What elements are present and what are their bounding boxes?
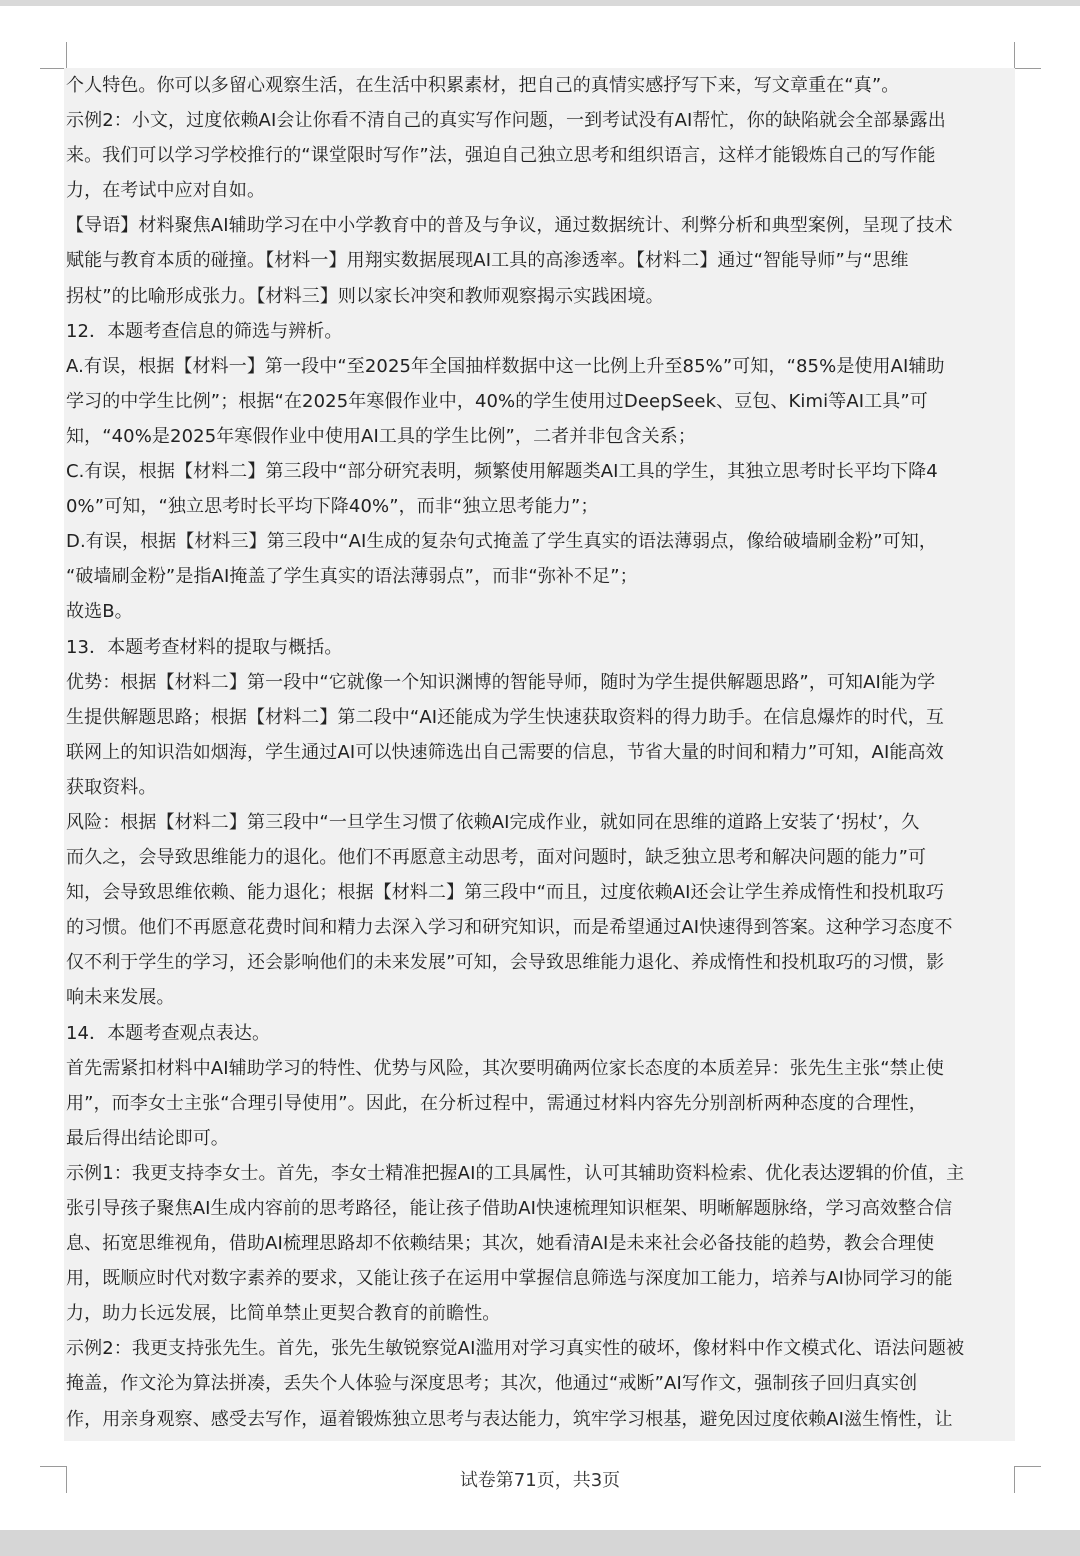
text-line: 13．本题考查材料的提取与概括。 xyxy=(66,636,343,658)
text-line: 风险：根据【材料二】第三段中“一旦学生习惯了依赖AI完成作业，就如同在思维的道路上安装了‘拐杖’，久 xyxy=(66,811,920,833)
text-line: 示例1：我更支持李女士。首先，李女士精准把握AI的工具属性，认可其辅助资料检索、优化表达逻辑的价值，主 xyxy=(66,1162,965,1184)
text-line: 息、拓宽思维视角，借助AI梳理思路却不依赖结果；其次，她看清AI是未来社会必备技能的趋势，教会合理使 xyxy=(66,1233,935,1255)
text-line: “破墙刷金粉”是指AI掩盖了学生真实的语法薄弱点”，而非“弥补不足”； xyxy=(66,566,638,588)
text-line: 示例2：小文，过度依赖AI会让你看不清自己的真实写作问题，一到考试没有AI帮忙，你的缺陷就会全部暴露出 xyxy=(66,110,946,132)
text-line: 示例2：我更支持张先生。首先，张先生敏锐察觉AI滥用对学习真实性的破坏，像材料中作文模式化、语法问题被 xyxy=(66,1338,965,1360)
text-line: 而久之，会导致思维能力的退化。他们不再愿意主动思考，面对问题时，缺乏独立思考和解决问题的能力”可 xyxy=(66,847,927,869)
text-line: 优势：根据【材料二】第一段中“它就像一个知识渊博的智能导师，随时为学生提供解题思路”，可知AI能为学 xyxy=(66,671,936,693)
text-line: 知，会导致思维依赖、能力退化；根据【材料二】第三段中“而且，过度依赖AI还会让学生养成惰性和投机取巧 xyxy=(66,882,944,904)
text-line: 0%”可知，“独立思考时长平均下降40%”，而非“独立思考能力”； xyxy=(66,496,599,518)
viewer-top-bar xyxy=(0,0,1080,6)
viewer-bottom-bar xyxy=(0,1530,1080,1556)
page-content xyxy=(64,68,1015,1441)
text-line: 最后得出结论即可。 xyxy=(66,1127,229,1149)
crop-mark-top-right xyxy=(1014,42,1041,69)
page-footer: 试卷第71页，共3页 xyxy=(459,1470,621,1491)
text-line: 首先需紧扣材料中AI辅助学习的特性、优势与风险，其次要明确两位家长态度的本质差异：张先生主张“禁止使 xyxy=(66,1057,944,1079)
text-line: C.有误，根据【材料二】第三段中“部分研究表明，频繁使用解题类AI工具的学生，其独立思考时长平均下降4 xyxy=(66,461,938,483)
text-line: 的习惯。他们不再愿意花费时间和精力去深入学习和研究知识，而是希望通过AI快速得到答案。这种学习态度不 xyxy=(66,917,953,939)
text-line: 12．本题考查信息的筛选与辨析。 xyxy=(66,320,343,342)
text-line: 力，在考试中应对自如。 xyxy=(66,180,266,202)
text-line: 赋能与教育本质的碰撞。【材料一】用翔实数据展现AI工具的高渗透率。【材料二】通过“智能导师”与“思维 xyxy=(66,250,909,272)
text-line: 故选B。 xyxy=(66,601,133,623)
text-line: 知，“40%是2025年寒假作业中使用AI工具的学生比例”，二者并非包含关系； xyxy=(66,425,696,447)
crop-mark-top-left xyxy=(40,42,67,69)
text-line: 获取资料。 xyxy=(66,776,157,798)
text-line: 拐杖”的比喻形成张力。【材料三】则以家长冲突和教师观察揭示实践困境。 xyxy=(66,285,664,307)
text-line: 来。我们可以学习学校推行的“课堂限时写作”法，强迫自己独立思考和组织语言，这样才能锻炼自己的写作能 xyxy=(66,145,936,167)
text-line: A.有误，根据【材料一】第一段中“至2025年全国抽样数据中这一比例上升至85%”可知，“85%是使用AI辅助 xyxy=(66,355,945,377)
text-line: 仅不利于学生的学习，还会影响他们的未来发展”可知，会导致思维能力退化、养成惰性和投机取巧的习惯，影 xyxy=(66,952,945,974)
text-line: 力，助力长远发展，比简单禁止更契合教育的前瞻性。 xyxy=(66,1303,501,1325)
text-line: 用”，而李女士主张“合理引导使用”。因此，在分析过程中，需通过材料内容先分别剖析两种态度的合理性， xyxy=(66,1092,927,1114)
text-line: 作，用亲身观察、感受去写作，逼着锻炼独立思考与表达能力，筑牢学习根基，避免因过度依赖AI滋生惰性，让 xyxy=(66,1408,953,1430)
text-line: 联网上的知识浩如烟海，学生通过AI可以快速筛选出自己需要的信息，节省大量的时间和精力”可知，AI能高效 xyxy=(66,741,944,763)
text-line: 学习的中学生比例”；根据“在2025年寒假作业中，40%的学生使用过DeepSeek、豆包、Kimi等AI工具”可 xyxy=(66,390,928,412)
text-line: 张引导孩子聚焦AI生成内容前的思考路径，能让孩子借助AI快速梳理知识框架、明晰解题脉络，学习高效整合信 xyxy=(66,1198,953,1219)
text-line: 掩盖，作文沦为算法拼凑，丢失个人体验与深度思考；其次，他通过“戒断”AI写作文，强制孩子回归真实创 xyxy=(66,1373,918,1395)
text-line: 【导语】材料聚焦AI辅助学习在中小学教育中的普及与争议，通过数据统计、利弊分析和典型案例，呈现了技术 xyxy=(66,215,953,237)
text-line: 用，既顺应时代对数字素养的要求，又能让孩子在运用中掌握信息筛选与深度加工能力，培养与AI协同学习的能 xyxy=(66,1268,953,1290)
text-line: 个人特色。你可以多留心观察生活，在生活中积累素材，把自己的真情实感抒写下来，写文章重在“真”。 xyxy=(66,75,900,96)
text-line: 生提供解题思路；根据【材料二】第二段中“AI还能成为学生快速获取资料的得力助手。在信息爆炸的时代，互 xyxy=(66,706,944,728)
text-line: D.有误，根据【材料三】第三段中“AI生成的复杂句式掩盖了学生真实的语法薄弱点，像给破墙刷金粉”可知， xyxy=(66,531,937,553)
text-line: 响未来发展。 xyxy=(66,987,175,1009)
text-line: 14．本题考查观点表达。 xyxy=(66,1022,271,1044)
